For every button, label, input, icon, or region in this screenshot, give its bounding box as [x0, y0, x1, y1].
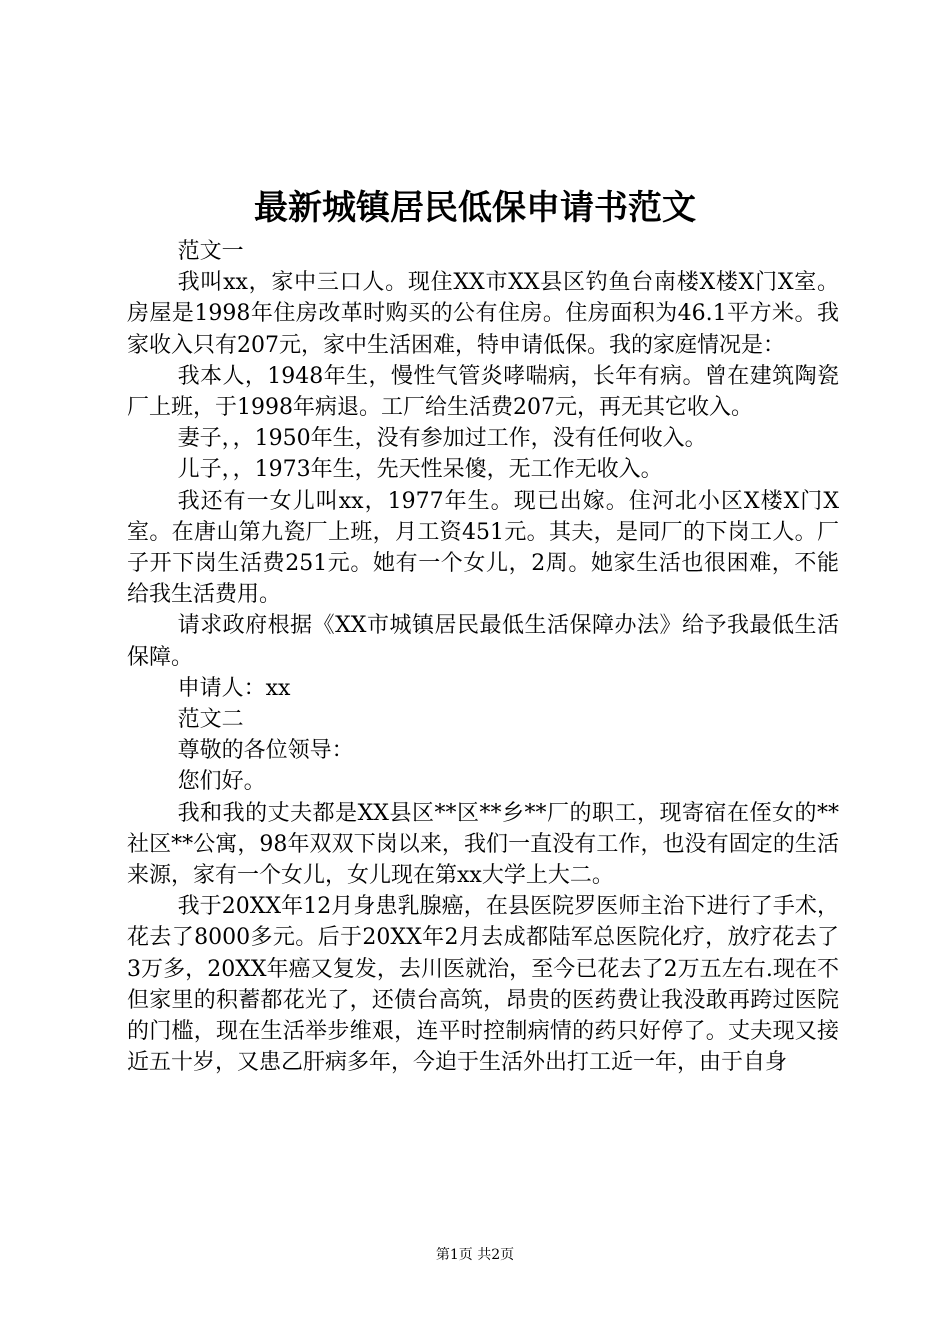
paragraph: 我还有一女儿叫xx，1977年生。现已出嫁。住河北小区X楼X门X室。在唐山第九瓷厂上班，月工资451元。其夫，是同厂的下岗工人。厂子开下岗生活费251元。她有一个女儿，2周。她家生活也很困难，不能给我生活费用。	[127, 488, 839, 608]
document-body	[127, 236, 839, 1078]
paragraph: 我叫xx，家中三口人。现住XX市XX县区钓鱼台南楼X楼X门X室。房屋是1998年住房改革时购买的公有住房。住房面积为46.1平方米。我家收入只有207元，家中生活困难，特申请低保。我的家庭情况是：	[127, 270, 839, 358]
paragraph: 请求政府根据《XX市城镇居民最低生活保障办法》给予我最低生活保障。	[127, 613, 839, 670]
page-footer: 第1页 共2页	[435, 1247, 515, 1263]
paragraph: 范文一	[177, 239, 244, 264]
document-title: 最新城镇居民低保申请书范文	[254, 188, 696, 228]
signature-line: 申请人：xx	[177, 675, 291, 701]
paragraph: 儿子，，1973年生，先天性呆傻，无工作无收入。	[177, 457, 663, 483]
paragraph: 我和我的丈夫都是XX县区**区**乡**厂的职工，现寄宿在侄女的**社区**公寓，98年双双下岗以来，我们一直没有工作，也没有固定的生活来源，家有一个女儿，女儿现在第xx大学上大二。	[127, 800, 839, 889]
section-heading: 范文二	[177, 707, 244, 733]
salutation: 尊敬的各位领导：	[177, 738, 354, 764]
paragraph: 我本人，1948年生，慢性气管炎哮喘病，长年有病。曾在建筑陶瓷厂上班，于1998年病退。工厂给生活费207元，再无其它收入。	[127, 363, 839, 421]
greeting: 您们好。	[177, 769, 266, 795]
paragraph: 我于20XX年12月身患乳腺癌，在县医院罗医师主治下进行了手术，花去了8000多元。后于20XX年2月去成都陆军总医院化疗，放疗花去了3万多，20XX年癌又复发，去川医就治，至今已花去了2万五左右.现在不但家里的积蓄都花光了，还债台高筑，昂贵的医药费让我没敢再跨过医院的门槛，现在生活举步维艰，连平时控制病情的药只好停了。丈夫现又接近五十岁，又患乙肝病多年，今迫于生活外出打工近一年，由于自身	[127, 894, 839, 1076]
paragraph: 妻子，，1950年生，没有参加过工作，没有任何收入。	[177, 426, 707, 452]
